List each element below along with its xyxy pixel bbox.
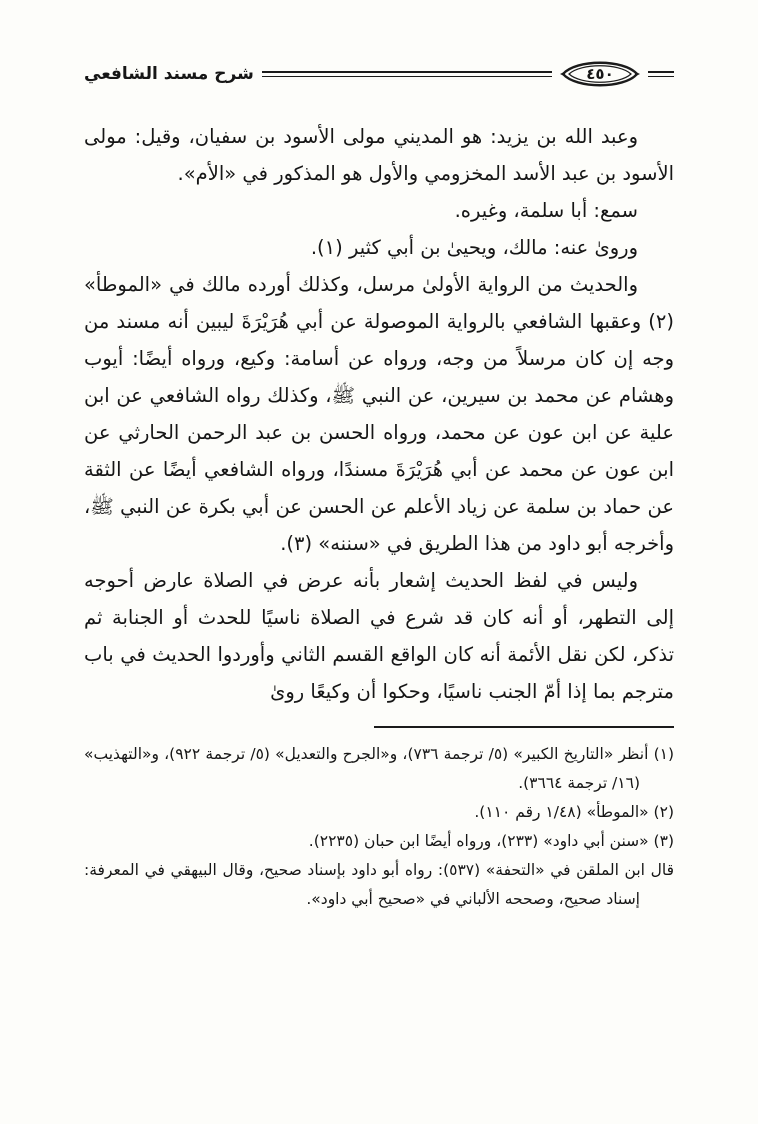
page-number-ornament xyxy=(560,56,640,92)
body-paragraph-2: سمع: أبا سلمة، وغيره. xyxy=(454,199,638,222)
body-paragraph-1: وعبد الله بن يزيد: هو المديني مولى الأسود بن سفيان، وقيل: مولى الأسود بن عبد الأسد المخزومي والأول هو المذكور في «الأم». xyxy=(84,125,674,185)
footnote-item-1: (١) أنظر «التاريخ الكبير» (٥/ ترجمة ٧٣٦)، و«الجرح والتعديل» (٥/ ترجمة ٩٢٢)، و«التهذيب» (١٦/ ترجمة ٣٦٦٤). xyxy=(84,745,675,792)
page-header xyxy=(84,56,674,92)
body-paragraph-5: وليس في لفظ الحديث إشعار بأنه عرض في الصلاة عارض أحوجه إلى التطهر، أو أنه كان قد شرع في الصلاة ناسيًا للحدث أو الجنابة ثم تذكر، لكن نقل الأئمة أنه كان الواقع القسم الثاني وأوردوا الحديث في باب مترجم بما إذا أمّ الجنب ناسيًا، وحكوا أن وكيعًا روىٰ xyxy=(84,569,674,703)
body-paragraph-3: وروىٰ عنه: مالك، ويحيىٰ بن أبي كثير (١). xyxy=(310,236,638,259)
body-text xyxy=(84,118,674,710)
page-number: ٤٥٠ xyxy=(586,64,614,83)
footnote-item-3: (٣) «سنن أبي داود» (٢٣٣)، ورواه أيضًا ابن حبان (٢٢٣٥). xyxy=(308,832,674,850)
footnote-item-4: قال ابن الملقن في «التحفة» (٥٣٧): رواه أبو داود بإسناد صحيح، وقال البيهقي في المعرفة: إسناد صحيح، وصححه الألباني في «صحيح أبي داود». xyxy=(84,861,674,908)
footnotes xyxy=(84,740,674,914)
header-double-rule xyxy=(262,71,552,77)
footnote-separator xyxy=(374,726,674,728)
footnote-item-2: (٢) «الموطأ» (١/٤٨ رقم ١١٠). xyxy=(474,803,674,821)
body-paragraph-4: والحديث من الرواية الأولىٰ مرسل، وكذلك أورده مالك في «الموطأ» (٢) وعقبها الشافعي بالرواية الموصولة عن أبي هُرَيْرَةَ ليبين أنه مسند من وجه إن كان مرسلاً من وجه، ورواه عن أسامة: وكيع، ورواه أيضًا: أيوب وهشام عن محمد بن سيرين، عن النبي ﷺ، وكذلك رواه الشافعي عن ابن علية عن ابن عون عن محمد، ورواه الحسن بن عبد الرحمن الحارثي عن ابن عون عن محمد عن أبي هُرَيْرَةَ مسندًا، ورواه الشافعي أيضًا عن الثقة عن حماد بن سلمة عن زياد الأعلم عن الحسن عن أبي بكرة عن النبي ﷺ، وأخرجه أبو داود من هذا الطريق في «سننه» (٣). xyxy=(84,273,674,555)
running-head-title: شرح مسند الشافعي xyxy=(84,64,254,84)
header-rule-stub xyxy=(648,71,674,77)
